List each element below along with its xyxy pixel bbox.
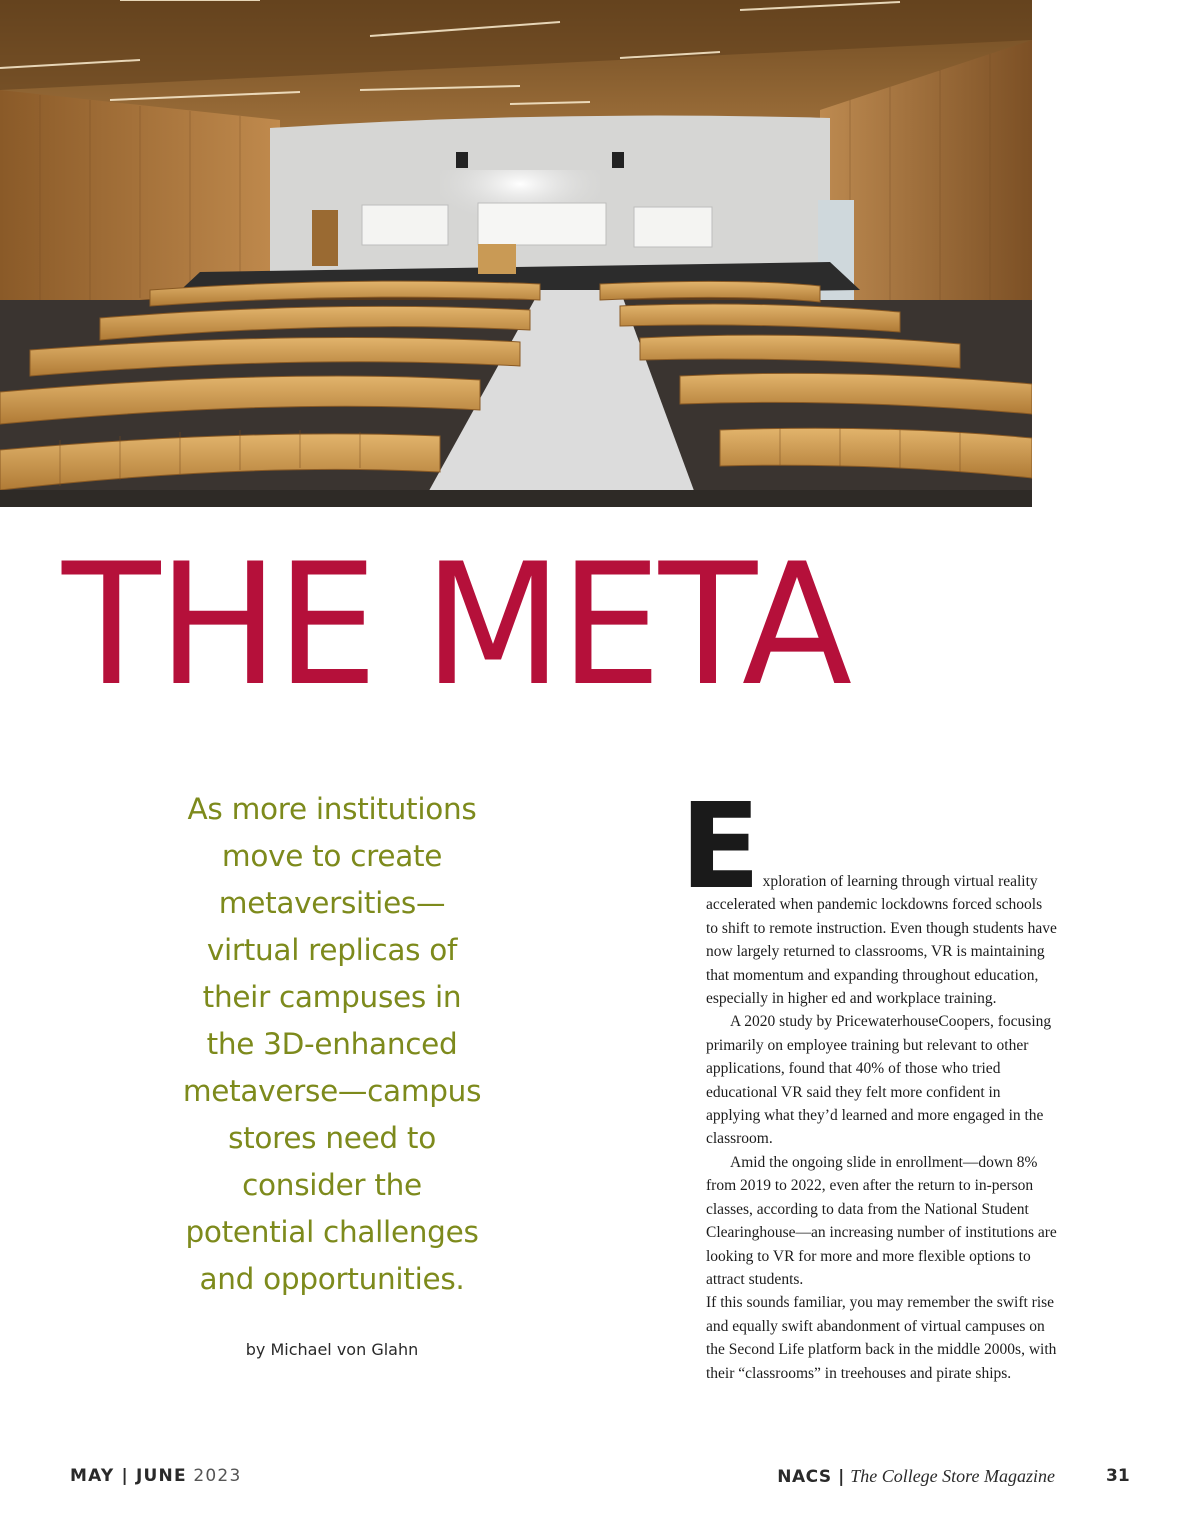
- deck-line: and opportunities.: [199, 1262, 465, 1296]
- page-footer: [0, 1466, 1200, 1490]
- publication-name: [777, 1466, 1055, 1487]
- deck-line: stores need to: [228, 1121, 436, 1155]
- publisher-org: NACS |: [777, 1467, 845, 1487]
- deck-line: move to create: [221, 839, 443, 873]
- page-number: 31: [1106, 1466, 1130, 1486]
- hero-image: [0, 0, 1032, 507]
- body-paragraph: If this sounds familiar, you may remember the swift rise and equally swift abandonment of virtual campuses on the Second Life platform back in the middle 2000s, with their “classrooms” in treehouses and pirate ships.: [706, 1294, 1057, 1382]
- magazine-title: The College Store Magazine: [850, 1466, 1055, 1486]
- deck-line: the 3D-enhanced: [206, 1027, 458, 1061]
- body-paragraph: Amid the ongoing slide in enrollment—down 8% from 2019 to 2022, even after the return to in-person classes, according to data from the National Student Clearinghouse—an increasing number of institutions are looking to VR for more and more flexible options to attract students.: [706, 1153, 1057, 1288]
- article-title: THE META: [62, 527, 850, 723]
- issue-date: [70, 1466, 241, 1486]
- body-paragraph: xploration of learning through virtual reality accelerated when pandemic lockdowns forced schools to shift to remote instruction. Even though students have now largely returned to classrooms, VR is maintaining that momentum and expanding throughout education, especially in higher ed and workplace training.: [706, 873, 1057, 1008]
- deck-line: metaversities—: [218, 886, 446, 920]
- deck-line: potential challenges: [185, 1215, 479, 1249]
- deck-line: metaverse—campus: [182, 1074, 482, 1108]
- deck-line: virtual replicas of: [206, 933, 458, 967]
- lecture-hall-photo-icon: [0, 0, 1032, 507]
- article-deck: [160, 786, 504, 1303]
- issue-year: 2023: [193, 1466, 242, 1486]
- article-body: [680, 777, 1058, 1385]
- deck-line: consider the: [242, 1168, 422, 1202]
- drop-cap: E: [680, 777, 761, 915]
- body-paragraph: A 2020 study by PricewaterhouseCoopers, focusing primarily on employee training but relevant to other applications, found that 40% of those who tried educational VR said they felt more confident in applying what they’d learned and more engaged in the classroom.: [706, 1013, 1052, 1148]
- byline: by Michael von Glahn: [245, 1340, 419, 1359]
- deck-line: As more institutions: [187, 792, 477, 826]
- deck-line: their campuses in: [202, 980, 462, 1014]
- issue-months: MAY | JUNE: [70, 1466, 187, 1486]
